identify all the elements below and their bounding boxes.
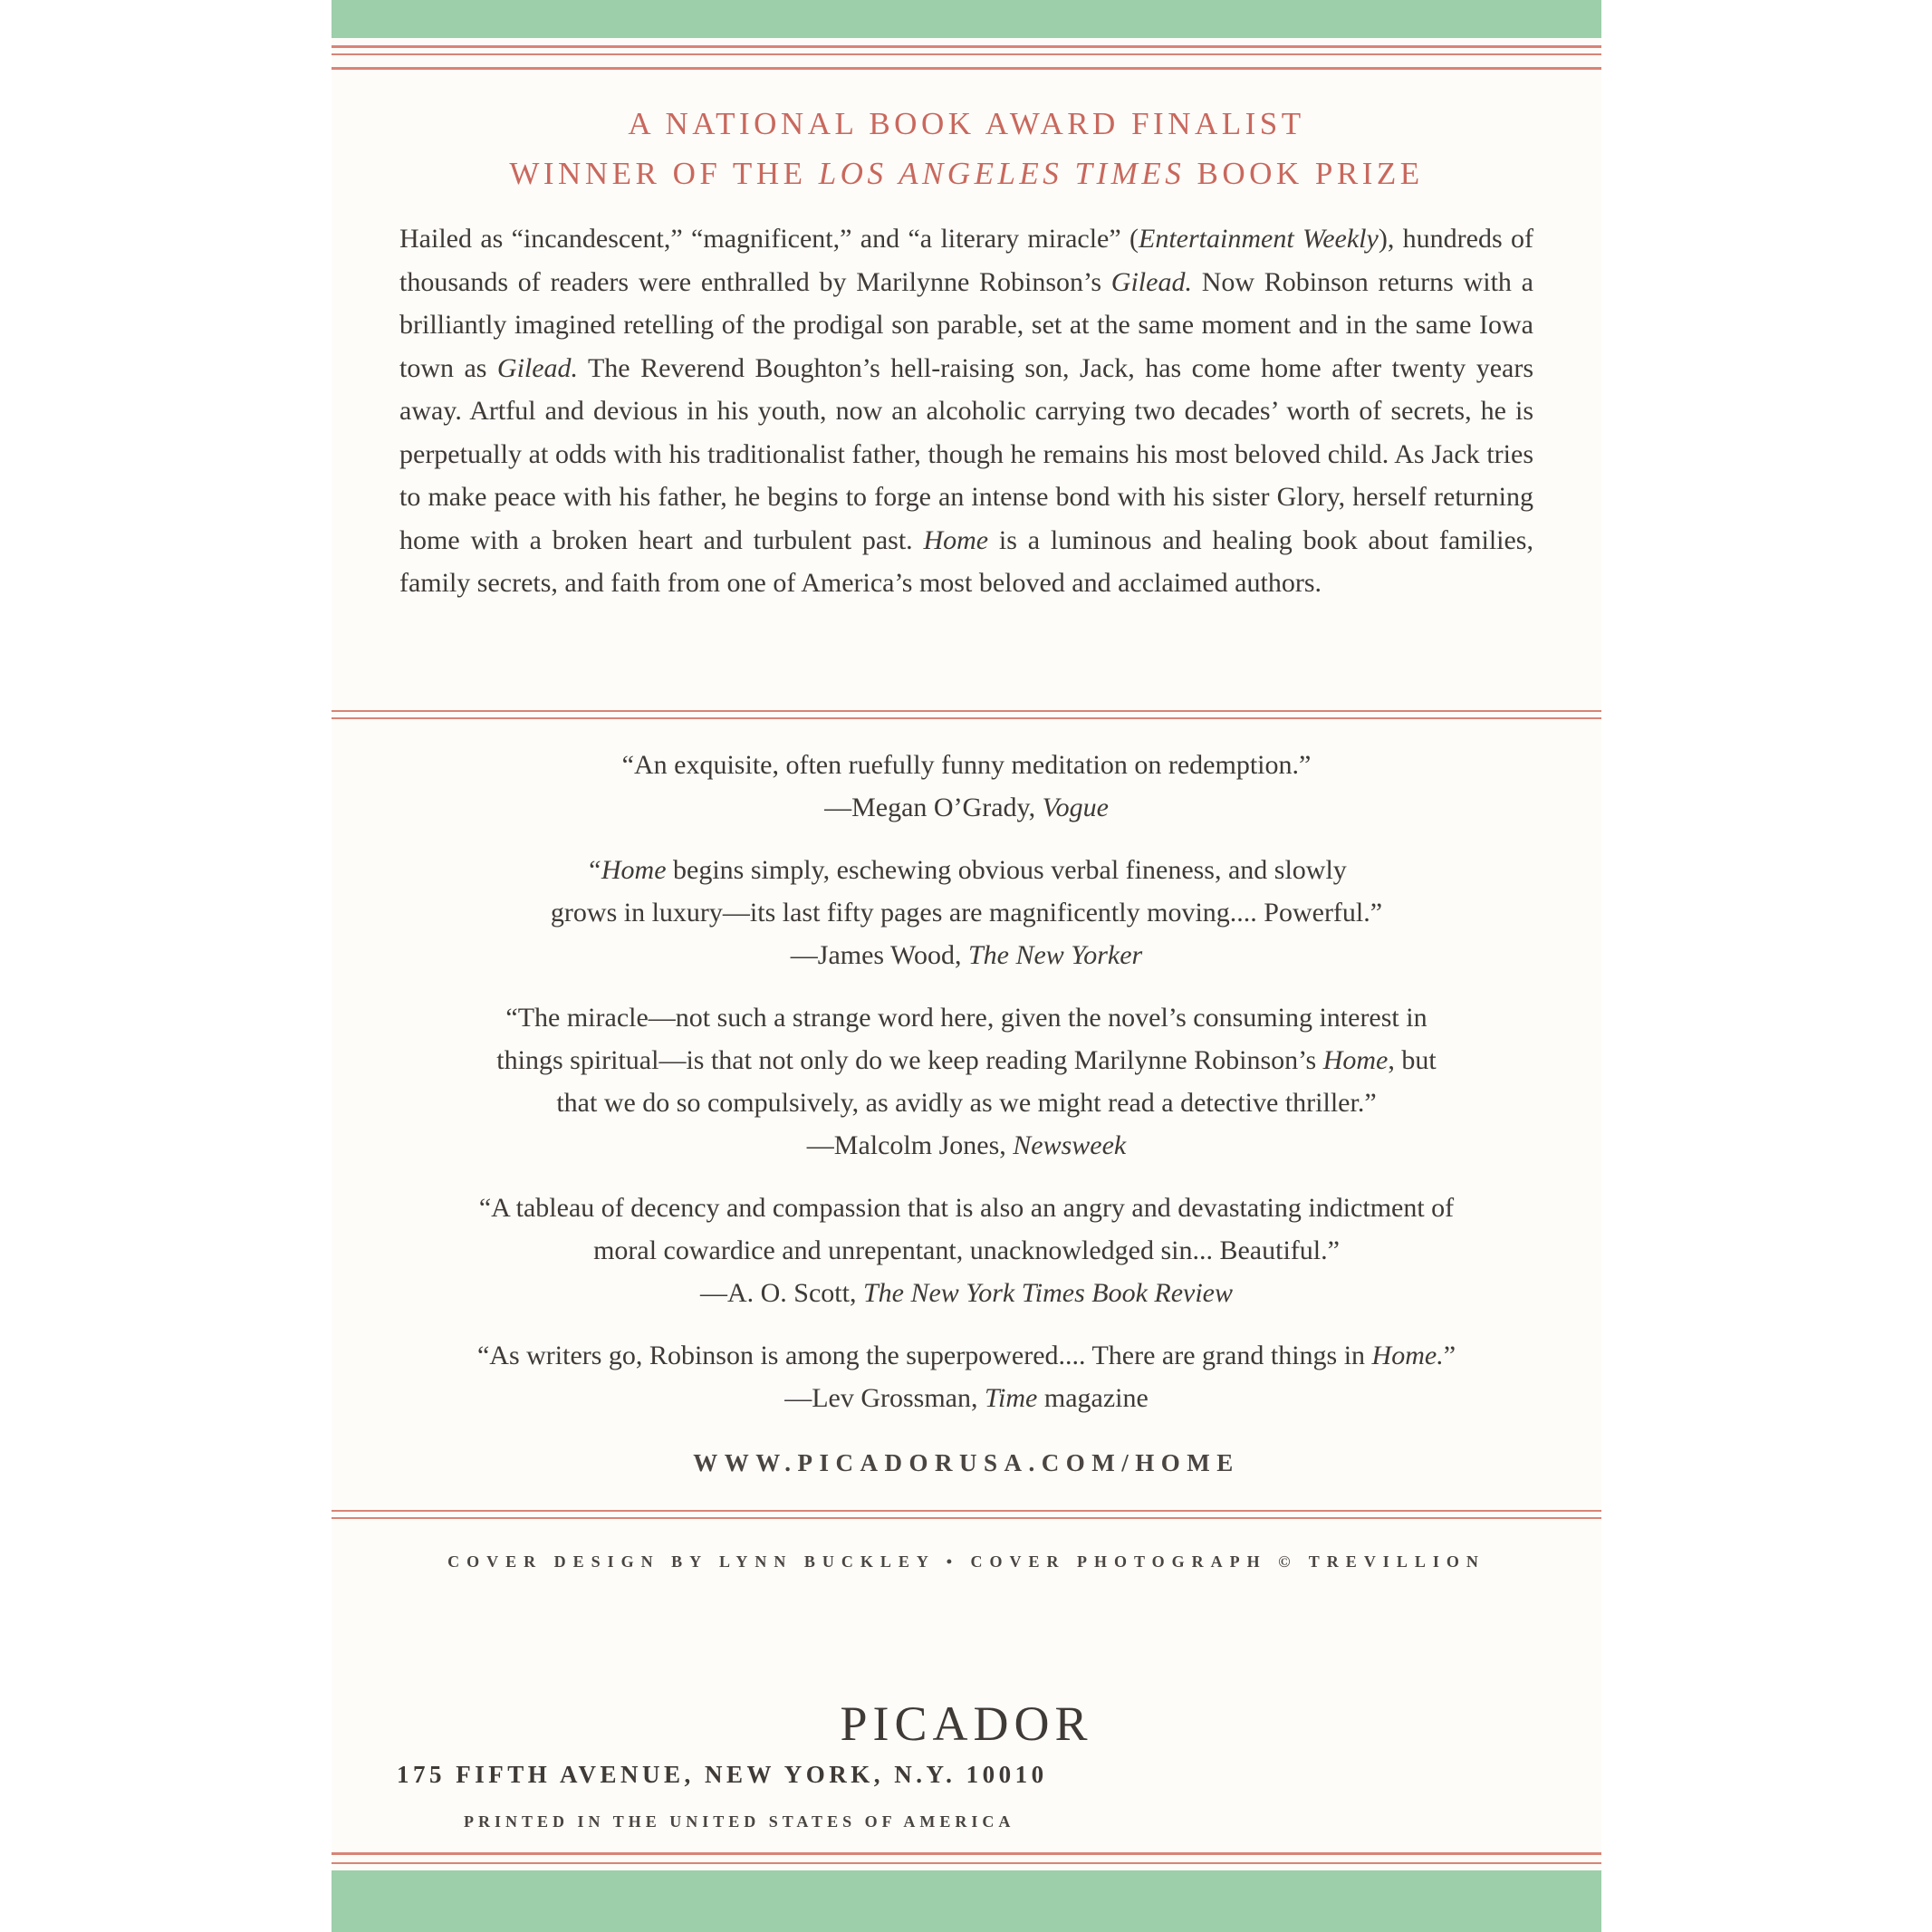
top-rule-1 [332, 45, 1601, 48]
quote-italic-title: “Home [586, 855, 667, 885]
book-description [399, 217, 1533, 605]
blurb-text-1: Hailed as “incandescent,” “magnificent,” and “a literary miracle” ( [399, 224, 1139, 254]
publisher-address: 175 FIFTH AVENUE, NEW YORK, N.Y. 10010 [397, 1761, 1048, 1788]
lower-rule-1 [332, 1510, 1601, 1512]
attribution-reviewer: —Lev Grossman, [784, 1383, 985, 1413]
attribution-publication: Time [985, 1383, 1038, 1413]
attribution-reviewer: —Megan O’Grady, [824, 793, 1043, 822]
quote-text [332, 1039, 1601, 1081]
blurb-text-3: Now Robinson returns with a brilliantly imagined retelling of the prodigal son parable, set at the same moment and in the same Iowa town as [399, 266, 1533, 383]
attribution-publication: The New York Times Book Review [862, 1278, 1234, 1308]
quote-attribution [332, 1377, 1601, 1419]
book-back-cover [332, 0, 1601, 1932]
bottom-rule-1 [332, 1852, 1601, 1855]
review-quote [332, 996, 1601, 1167]
attribution-publication: Vogue [1042, 793, 1109, 822]
quote-text-prefix: things spiritual—is that not only do we keep reading Marilynne Robinson’s [496, 1045, 1323, 1075]
bottom-green-band [332, 1870, 1601, 1932]
blurb-text-4: The Reverend Boughton’s hell-raising son, Jack, has come home after twenty years away. Artful and devious in his youth, now an alcoholic carrying two decades’ worth of secrets, he is perpetually at odds with his traditionalist father, though he remains his most beloved child. As Jack tries to make peace with his father, he begins to forge an intense bond with his sister Glory, herself returning home with a broken heart and turbulent past. [399, 352, 1533, 555]
quote-text-suffix: , but [1388, 1045, 1437, 1075]
review-quote [332, 1187, 1601, 1314]
blurb-italic-1: Entertainment Weekly [1139, 224, 1379, 254]
mid-rule-1 [332, 710, 1601, 712]
quote-attribution [332, 1124, 1601, 1167]
quote-text: “A tableau of decency and compassion that is also an angry and devastating indictment of [478, 1193, 1455, 1223]
attribution-publication: Newsweek [1013, 1130, 1127, 1160]
publisher-logo-text: PICADOR [840, 1697, 1093, 1751]
quote-attribution [332, 1272, 1601, 1314]
top-rule-3 [332, 67, 1601, 70]
attribution-reviewer: —Malcolm Jones, [806, 1130, 1014, 1160]
award-winner-suffix: BOOK PRIZE [1185, 156, 1424, 191]
quote-attribution [332, 786, 1601, 829]
award-line-winner [332, 156, 1601, 192]
quote-text: moral cowardice and unrepentant, unacknowledged sin... Beautiful.” [593, 1235, 1340, 1265]
attribution-reviewer: —A. O. Scott, [699, 1278, 863, 1308]
blurb-text-5: is a luminous and healing book about families, family secrets, and faith from one of America’s most beloved and acclaimed authors. [399, 524, 1533, 598]
blurb-italic-2: Gilead. [1110, 266, 1192, 297]
review-quote [332, 849, 1601, 976]
cover-credits: COVER DESIGN BY LYNN BUCKLEY • COVER PHOTOGRAPH © TREVILLION [447, 1552, 1485, 1571]
blurb-italic-3: Gilead. [496, 352, 579, 383]
review-quote [332, 744, 1601, 829]
attribution-publication: The New Yorker [967, 940, 1143, 970]
quote-text: that we do so compulsively, as avidly as we might read a detective thriller.” [556, 1088, 1377, 1118]
quote-text: grows in luxury—its last fifty pages are magnificently moving.... Powerful.” [550, 898, 1383, 928]
lower-rule-2 [332, 1517, 1601, 1519]
quote-text: “An exquisite, often ruefully funny meditation on redemption.” [621, 750, 1312, 780]
award-winner-prefix: WINNER OF THE [509, 156, 819, 191]
attribution-suffix: magazine [1037, 1383, 1149, 1413]
quote-italic-title: Home [1322, 1045, 1389, 1075]
printed-in-note: PRINTED IN THE UNITED STATES OF AMERICA [464, 1812, 1015, 1831]
attribution-reviewer: —James Wood, [790, 940, 968, 970]
quote-text: “The miracle—not such a strange word here, given the novel’s consuming interest in [505, 1003, 1427, 1033]
mid-rule-2 [332, 717, 1601, 719]
blurb-text-2: ), hundreds of thousands of readers were enthralled by Marilynne Robinson’s [399, 224, 1534, 297]
quote-text-suffix: ” [1443, 1341, 1456, 1370]
quote-italic-title: Home. [1371, 1341, 1444, 1370]
top-green-band [332, 0, 1601, 38]
quote-text [332, 1334, 1601, 1377]
award-line-finalist: A NATIONAL BOOK AWARD FINALIST [628, 106, 1305, 141]
blurb-italic-4: Home [923, 524, 989, 555]
quote-text-prefix: “As writers go, Robinson is among the superpowered.... There are grand things in [476, 1341, 1372, 1370]
quote-text-rest: begins simply, eschewing obvious verbal fineness, and slowly [666, 855, 1347, 885]
review-quote [332, 1334, 1601, 1419]
award-winner-paper: LOS ANGELES TIMES [818, 156, 1186, 191]
website-url[interactable]: WWW.PICADORUSA.COM/HOME [693, 1449, 1240, 1476]
quote-text [332, 849, 1601, 891]
bottom-rule-2 [332, 1862, 1601, 1864]
top-rule-2 [332, 53, 1601, 55]
review-quotes [332, 744, 1601, 1439]
quote-attribution [332, 934, 1601, 976]
